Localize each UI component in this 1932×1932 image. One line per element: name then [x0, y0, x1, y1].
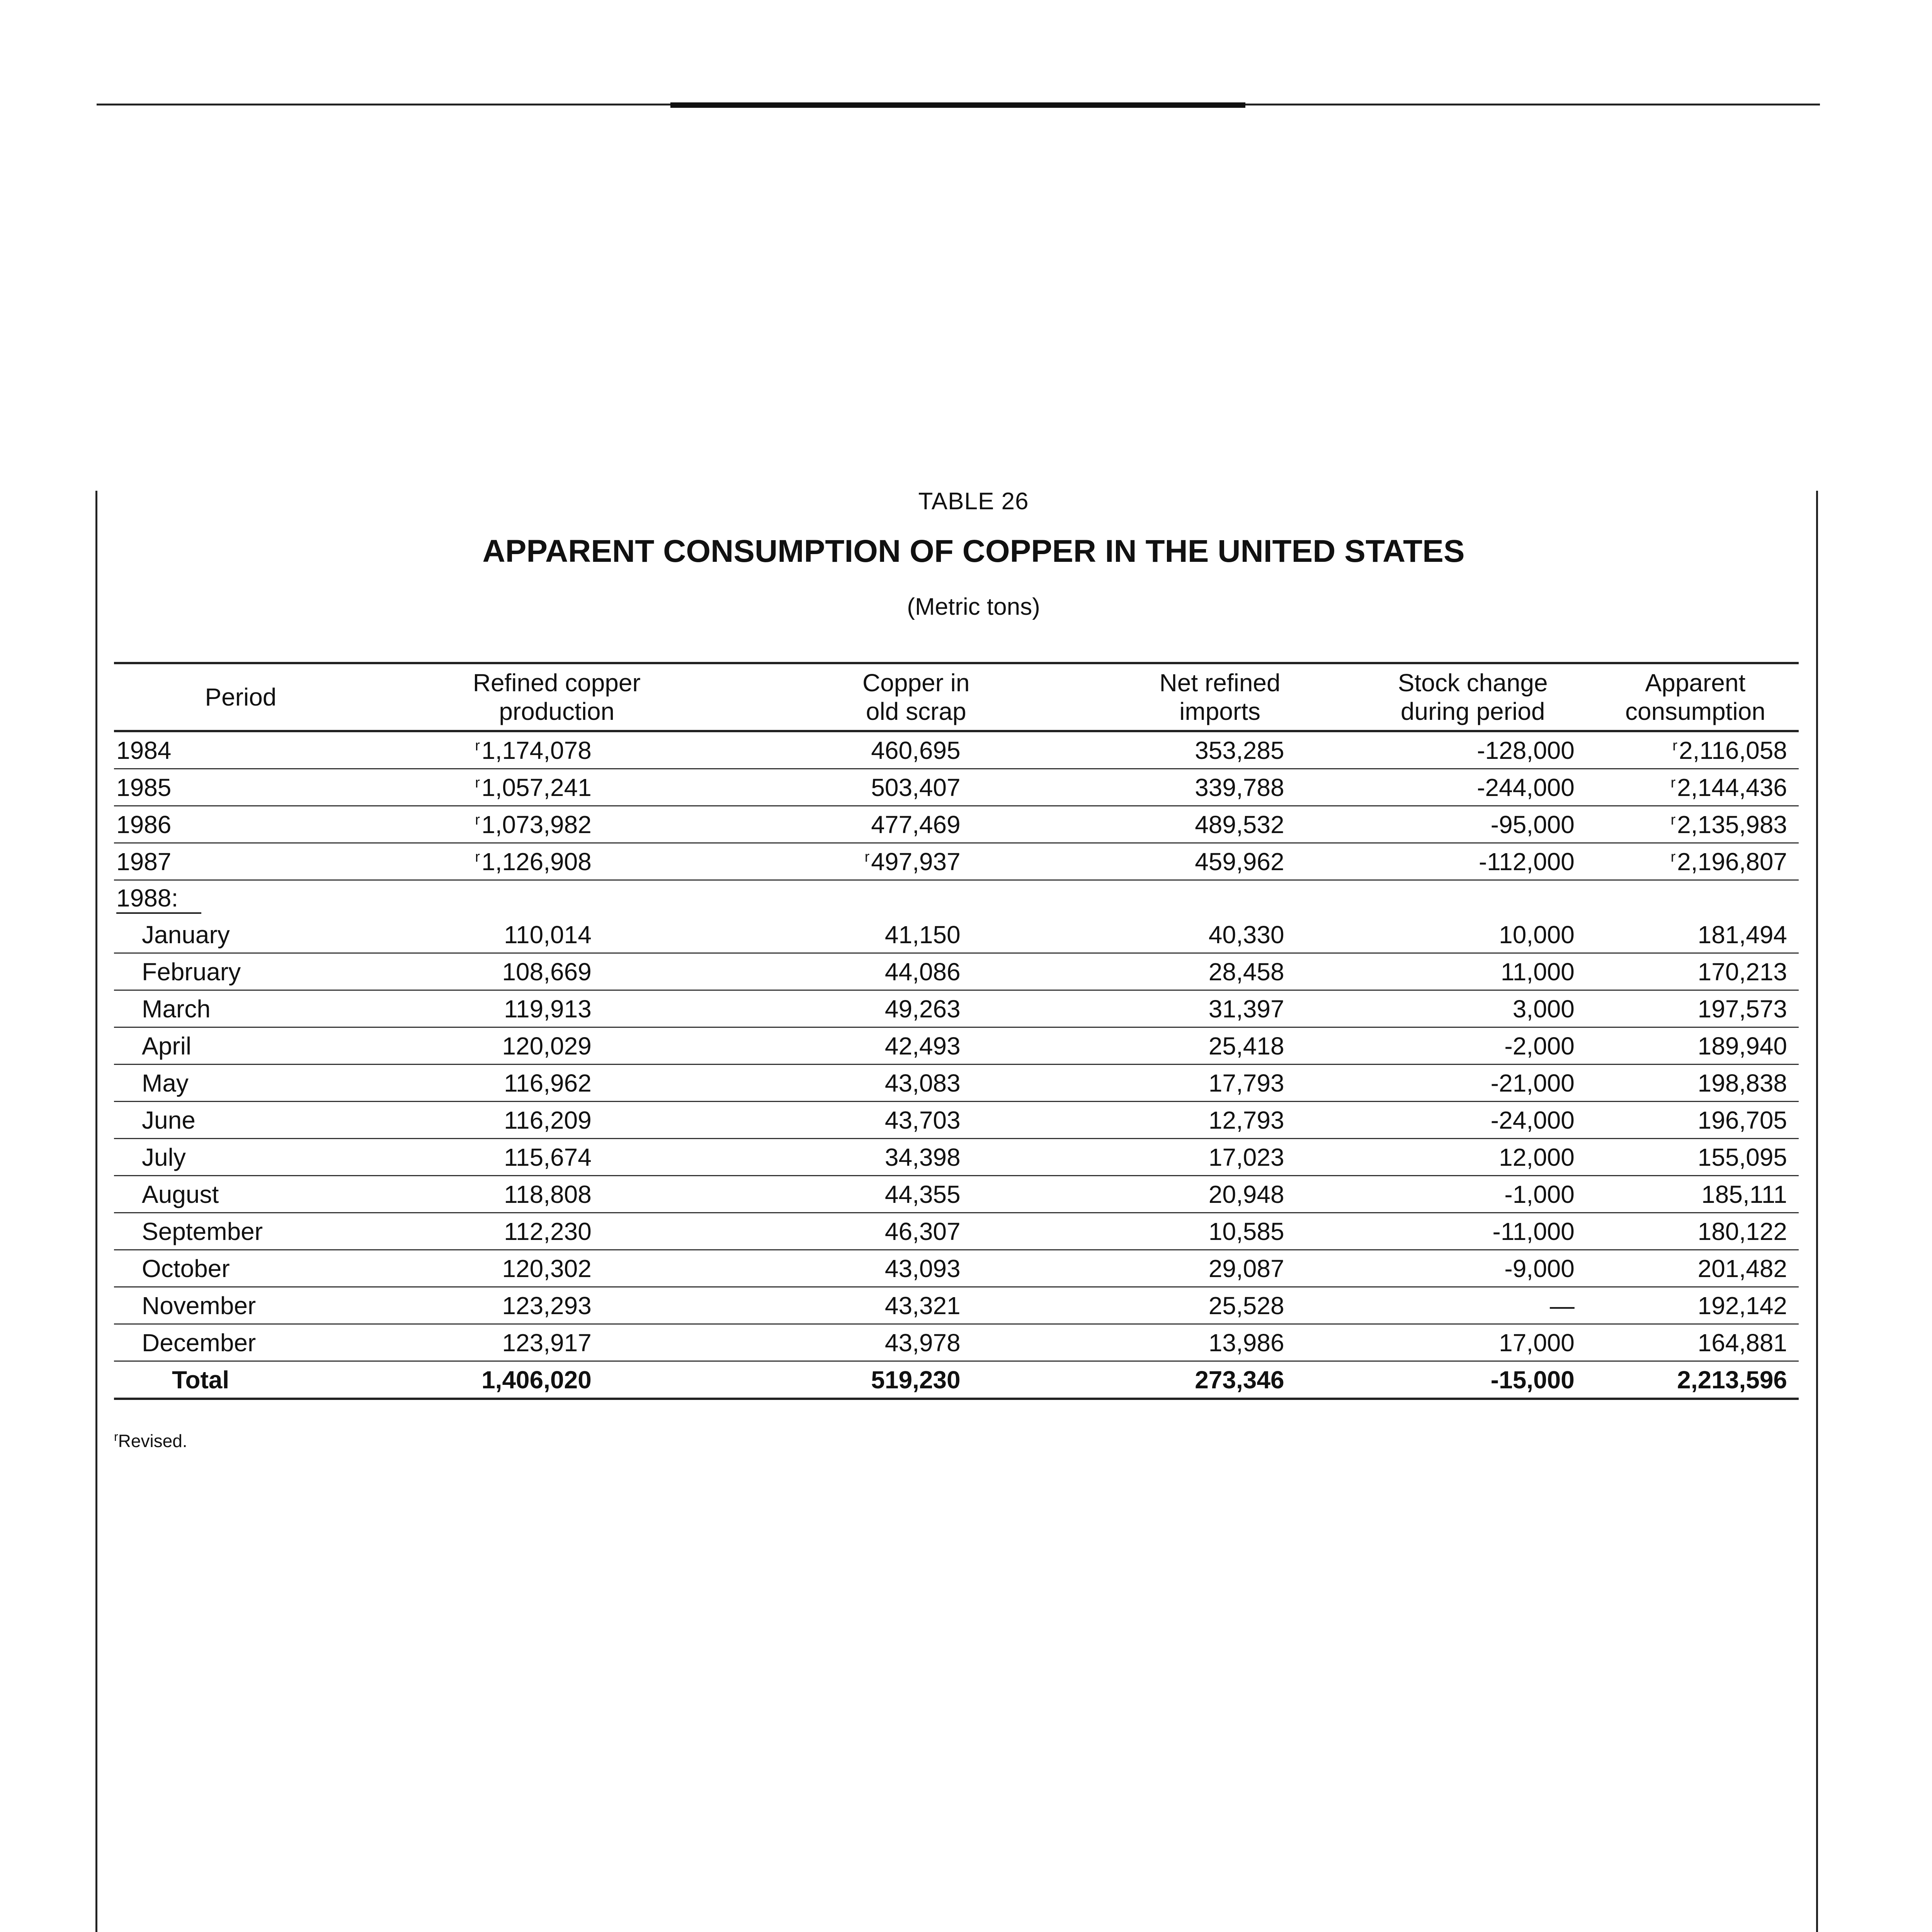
- scrap-cell: 43,978: [746, 1324, 1086, 1361]
- table-row: [114, 1176, 1799, 1213]
- table-row: [114, 1324, 1799, 1361]
- apparent-cell: 201,482: [1592, 1250, 1799, 1287]
- apparent-cell: $^r$2,196,807: [1592, 843, 1799, 880]
- header-period: Period: [114, 663, 367, 731]
- scrap-cell: 44,355: [746, 1176, 1086, 1213]
- period-cell: September: [114, 1213, 367, 1250]
- scrap-cell: 34,398: [746, 1139, 1086, 1176]
- imports-cell: 28,458: [1086, 953, 1354, 990]
- revised-mark: r: [475, 737, 480, 754]
- stock-cell: -112,000: [1354, 843, 1592, 880]
- period-cell: May: [114, 1065, 367, 1102]
- group-label-cell: [114, 880, 367, 917]
- period-cell: December: [114, 1324, 367, 1361]
- total-scrap-cell: 519,230: [746, 1361, 1086, 1399]
- total-stock-cell: -15,000: [1354, 1361, 1592, 1399]
- footnote-mark: r: [114, 1430, 118, 1444]
- imports-cell: 489,532: [1086, 806, 1354, 843]
- scrap-cell: 43,321: [746, 1287, 1086, 1324]
- stock-cell: 10,000: [1354, 917, 1592, 953]
- imports-cell: 17,793: [1086, 1065, 1354, 1102]
- header-refined-copper-production: Refined copper production: [367, 663, 746, 731]
- revised-mark: r: [1670, 811, 1676, 828]
- apparent-cell: 164,881: [1592, 1324, 1799, 1361]
- imports-cell: 459,962: [1086, 843, 1354, 880]
- stock-cell: -1,000: [1354, 1176, 1592, 1213]
- refined-cell: 112,230: [367, 1213, 746, 1250]
- period-cell: 1984: [114, 731, 367, 769]
- apparent-cell: $^r$2,144,436: [1592, 769, 1799, 806]
- refined-cell: 108,669: [367, 953, 746, 990]
- table-title: APPARENT CONSUMPTION OF COPPER IN THE UNITED STATES: [482, 534, 1465, 569]
- revised-mark: r: [475, 811, 480, 828]
- refined-cell: 116,962: [367, 1065, 746, 1102]
- apparent-cell: 180,122: [1592, 1213, 1799, 1250]
- period-cell: November: [114, 1287, 367, 1324]
- table-row: [114, 1139, 1799, 1176]
- total-refined-cell: 1,406,020: [367, 1361, 746, 1399]
- refined-cell: 120,302: [367, 1250, 746, 1287]
- revised-mark: r: [1670, 849, 1676, 865]
- period-cell: January: [114, 917, 367, 953]
- scrap-cell: 503,407: [746, 769, 1086, 806]
- refined-cell: 119,913: [367, 990, 746, 1027]
- imports-cell: 31,397: [1086, 990, 1354, 1027]
- table-row: [114, 806, 1799, 843]
- table-row: [114, 1102, 1799, 1139]
- stock-cell: 3,000: [1354, 990, 1592, 1027]
- stock-cell: 17,000: [1354, 1324, 1592, 1361]
- apparent-cell: 198,838: [1592, 1065, 1799, 1102]
- apparent-cell: 170,213: [1592, 953, 1799, 990]
- table-row: [114, 1027, 1799, 1065]
- scrap-cell: 460,695: [746, 731, 1086, 769]
- apparent-cell: 181,494: [1592, 917, 1799, 953]
- total-apparent-cell: 2,213,596: [1592, 1361, 1799, 1399]
- data-table: [114, 662, 1799, 1400]
- scrap-cell: 477,469: [746, 806, 1086, 843]
- table-row: [114, 953, 1799, 990]
- period-cell: October: [114, 1250, 367, 1287]
- stock-cell: -2,000: [1354, 1027, 1592, 1065]
- apparent-cell: 185,111: [1592, 1176, 1799, 1213]
- period-cell: 1987: [114, 843, 367, 880]
- scrap-cell: 43,703: [746, 1102, 1086, 1139]
- period-cell: June: [114, 1102, 367, 1139]
- monthly-body: [114, 917, 1799, 1361]
- stock-cell: 12,000: [1354, 1139, 1592, 1176]
- scrap-cell: 44,086: [746, 953, 1086, 990]
- refined-cell: 120,029: [367, 1027, 746, 1065]
- table-row: [114, 990, 1799, 1027]
- apparent-cell: $^r$2,135,983: [1592, 806, 1799, 843]
- period-cell: August: [114, 1176, 367, 1213]
- scrap-cell: 43,093: [746, 1250, 1086, 1287]
- refined-cell: 123,293: [367, 1287, 746, 1324]
- total-label-cell: Total: [114, 1361, 367, 1399]
- apparent-cell: 197,573: [1592, 990, 1799, 1027]
- group-row: [114, 880, 1799, 917]
- scrap-cell: 42,493: [746, 1027, 1086, 1065]
- imports-cell: 25,528: [1086, 1287, 1354, 1324]
- imports-cell: 17,023: [1086, 1139, 1354, 1176]
- imports-cell: 40,330: [1086, 917, 1354, 953]
- header-apparent-consumption: Apparent consumption: [1592, 663, 1799, 731]
- stock-cell: —: [1354, 1287, 1592, 1324]
- apparent-cell: 155,095: [1592, 1139, 1799, 1176]
- footnote: [114, 1430, 187, 1451]
- period-cell: March: [114, 990, 367, 1027]
- revised-mark: r: [1670, 774, 1676, 791]
- table-row: [114, 1250, 1799, 1287]
- table-row: [114, 769, 1799, 806]
- scrap-cell: 49,263: [746, 990, 1086, 1027]
- refined-cell: $^r$1,073,982: [367, 806, 746, 843]
- header-stock-change: Stock change during period: [1354, 663, 1592, 731]
- footnote-text: Revised.: [118, 1431, 187, 1451]
- stock-cell: -95,000: [1354, 806, 1592, 843]
- left-margin-rule: [95, 491, 97, 1932]
- scrap-cell: 46,307: [746, 1213, 1086, 1250]
- scrap-cell: 41,150: [746, 917, 1086, 953]
- stock-cell: -244,000: [1354, 769, 1592, 806]
- refined-cell: $^r$1,174,078: [367, 731, 746, 769]
- stock-cell: -9,000: [1354, 1250, 1592, 1287]
- table-row: [114, 1287, 1799, 1324]
- revised-mark: r: [475, 774, 480, 791]
- period-cell: April: [114, 1027, 367, 1065]
- header-copper-in-old-scrap: Copper in old scrap: [746, 663, 1086, 731]
- table-row: [114, 731, 1799, 769]
- period-cell: February: [114, 953, 367, 990]
- revised-mark: r: [1672, 737, 1678, 754]
- header-row: [114, 663, 1799, 731]
- right-margin-rule: [1816, 491, 1818, 1932]
- revised-mark: r: [475, 849, 480, 865]
- table-row: [114, 1213, 1799, 1250]
- apparent-cell: 189,940: [1592, 1027, 1799, 1065]
- total-imports-cell: 273,346: [1086, 1361, 1354, 1399]
- refined-cell: 116,209: [367, 1102, 746, 1139]
- table-header: [114, 663, 1799, 731]
- apparent-cell: 196,705: [1592, 1102, 1799, 1139]
- stock-cell: -21,000: [1354, 1065, 1592, 1102]
- table-body: [114, 731, 1799, 917]
- refined-cell: $^r$1,057,241: [367, 769, 746, 806]
- scrap-cell: $^r$497,937: [746, 843, 1086, 880]
- stock-cell: -24,000: [1354, 1102, 1592, 1139]
- revised-mark: r: [864, 849, 870, 865]
- apparent-cell: 192,142: [1592, 1287, 1799, 1324]
- imports-cell: 353,285: [1086, 731, 1354, 769]
- refined-cell: 118,808: [367, 1176, 746, 1213]
- refined-cell: 110,014: [367, 917, 746, 953]
- table-units: (Metric tons): [907, 594, 1040, 620]
- period-cell: 1985: [114, 769, 367, 806]
- refined-cell: $^r$1,126,908: [367, 843, 746, 880]
- group-label: 1988:: [116, 884, 201, 914]
- imports-cell: 25,418: [1086, 1027, 1354, 1065]
- imports-cell: 13,986: [1086, 1324, 1354, 1361]
- total-body: [114, 1361, 1799, 1399]
- total-row: [114, 1361, 1799, 1399]
- stock-cell: -11,000: [1354, 1213, 1592, 1250]
- imports-cell: 20,948: [1086, 1176, 1354, 1213]
- imports-cell: 339,788: [1086, 769, 1354, 806]
- table-row: [114, 1065, 1799, 1102]
- refined-cell: 123,917: [367, 1324, 746, 1361]
- table-row: [114, 917, 1799, 953]
- top-rule-accent: [670, 102, 1245, 108]
- table-label: TABLE 26: [918, 488, 1029, 515]
- apparent-cell: $^r$2,116,058: [1592, 731, 1799, 769]
- refined-cell: 115,674: [367, 1139, 746, 1176]
- scrap-cell: 43,083: [746, 1065, 1086, 1102]
- imports-cell: 10,585: [1086, 1213, 1354, 1250]
- period-cell: 1986: [114, 806, 367, 843]
- header-net-refined-imports: Net refined imports: [1086, 663, 1354, 731]
- stock-cell: 11,000: [1354, 953, 1592, 990]
- period-cell: July: [114, 1139, 367, 1176]
- stock-cell: -128,000: [1354, 731, 1592, 769]
- imports-cell: 29,087: [1086, 1250, 1354, 1287]
- table-row: [114, 843, 1799, 880]
- imports-cell: 12,793: [1086, 1102, 1354, 1139]
